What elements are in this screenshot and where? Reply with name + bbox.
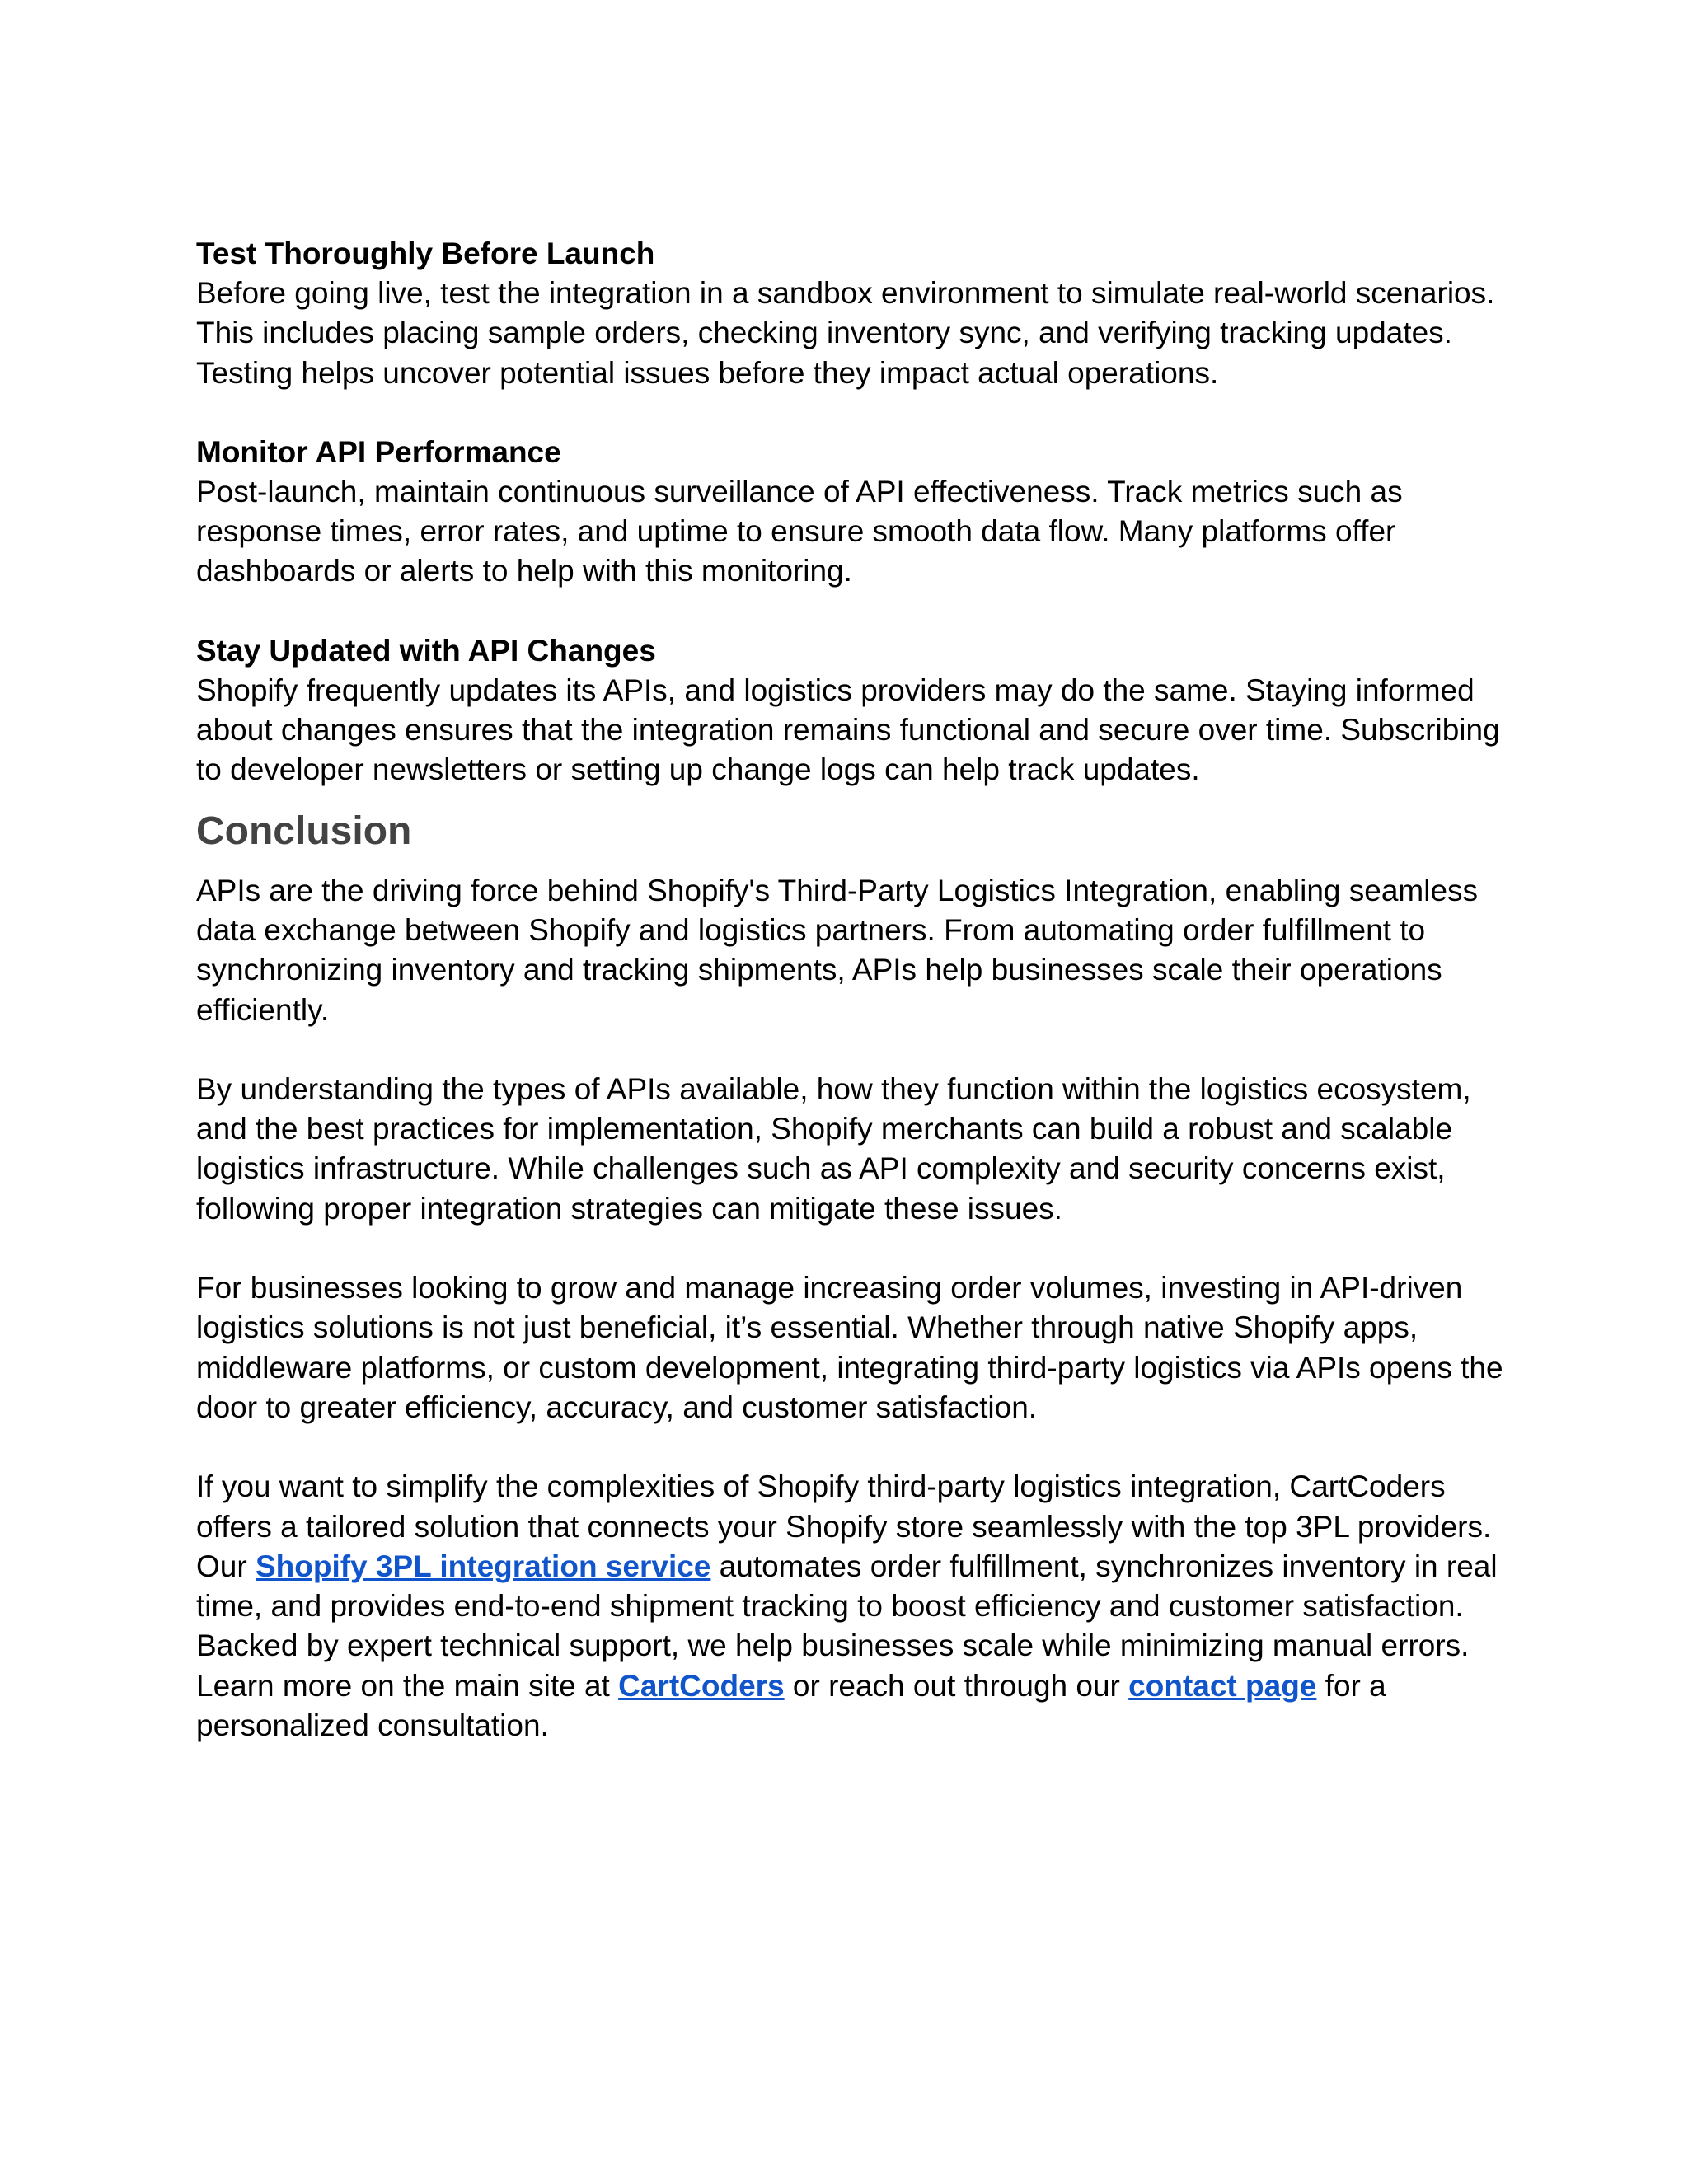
- conclusion-final-paragraph: [196, 1467, 1507, 1746]
- document-page: [196, 234, 1507, 1746]
- spacer: [196, 1229, 1507, 1268]
- final-text-part: automates order fulfillment, synchronizes inventory in real time, and provides end-to-end shipment tracking to boost efficiency and customer satisfaction. Backed by expert technical support, we help businesses scale while minimizing manual errors. Learn more on the main site at: [196, 1549, 1498, 1703]
- section-body: Before going live, test the integration in a sandbox environment to simulate real-world scenarios. This includes placing sample orders, checking inventory sync, and verifying tracking updates. Testing helps uncover potential issues before they impact actual operations.: [196, 276, 1495, 390]
- spacer: [196, 1427, 1507, 1467]
- final-text-part: for a personalized consultation.: [196, 1668, 1386, 1743]
- section-heading: Monitor API Performance: [196, 434, 561, 469]
- cartcoders-link[interactable]: CartCoders: [618, 1668, 785, 1703]
- conclusion-paragraph: For businesses looking to grow and manage increasing order volumes, investing in API-driven logistics solutions is not just beneficial, it’s essential. Whether through native Shopify apps, middleware platforms, or custom development, integrating third-party logistics via APIs opens the door to greater efficiency, accuracy, and customer satisfaction.: [196, 1271, 1503, 1424]
- section-stay-updated: [196, 631, 1507, 790]
- contact-page-link[interactable]: contact page: [1128, 1668, 1317, 1703]
- section-monitor-api: [196, 433, 1507, 592]
- spacer: [196, 393, 1507, 433]
- section-heading: Stay Updated with API Changes: [196, 633, 656, 668]
- section-body: Shopify frequently updates its APIs, and logistics providers may do the same. Staying informed about changes ensures that the integration remains functional and secure over time. Subscribing to developer newsletters or setting up change logs can help track updates.: [196, 673, 1500, 787]
- spacer: [196, 592, 1507, 631]
- section-heading: Test Thoroughly Before Launch: [196, 237, 655, 270]
- shopify-3pl-integration-service-link[interactable]: Shopify 3PL integration service: [255, 1549, 711, 1583]
- section-body: Post-launch, maintain continuous surveillance of API effectiveness. Track metrics such as response times, error rates, and uptime to ensure smooth data flow. Many platforms offer dashboards or alerts to help with this monitoring.: [196, 474, 1403, 588]
- final-text-part: If you want to simplify the complexities of Shopify third-party logistics integration, CartCoders offers a tailored solution that connects your Shopify store seamlessly with the top 3PL providers. Our: [196, 1469, 1492, 1583]
- conclusion-heading: Conclusion: [196, 808, 412, 853]
- spacer: [196, 1030, 1507, 1070]
- conclusion-paragraph: APIs are the driving force behind Shopify's Third-Party Logistics Integration, enabling seamless data exchange between Shopify and logistics partners. From automating order fulfillment to synchronizing inventory and tracking shipments, APIs help businesses scale their operations efficiently.: [196, 873, 1479, 1027]
- final-text-part: or reach out through our: [784, 1668, 1129, 1703]
- conclusion-paragraph: By understanding the types of APIs available, how they function within the logistics ecosystem, and the best practices for implementation, Shopify merchants can build a robust and scalable logistics infrastructure. While challenges such as API complexity and security concerns exist, following proper integration strategies can mitigate these issues.: [196, 1071, 1471, 1226]
- section-test-thoroughly: [196, 234, 1507, 393]
